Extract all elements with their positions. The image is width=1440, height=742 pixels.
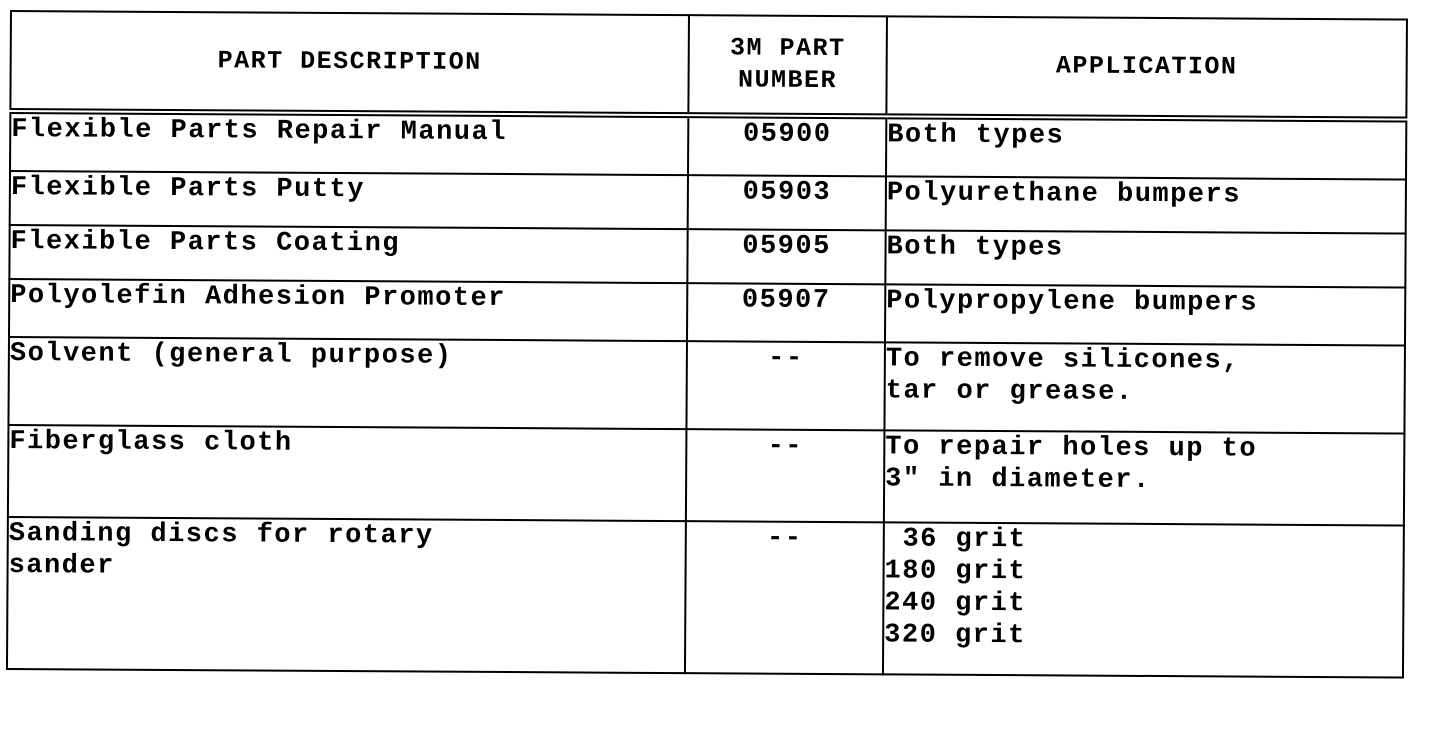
description-text: Solvent (general purpose) [9,339,453,372]
table-header-row [10,11,1407,120]
header-application [886,16,1407,119]
header-application-label: APPLICATION [1055,51,1238,82]
application-text-line2: tar or grease. [885,376,1134,408]
description-text: Flexible Parts Repair Manual [11,115,508,149]
application-text-line3: 240 grit [884,588,1027,620]
part-number-text: -- [766,523,803,554]
description-text-line2: sander [8,551,115,582]
header-part-description [10,11,689,115]
application-cell [884,342,1405,433]
part-number-cell [686,341,885,430]
application-text-line2: 3" in diameter. [885,464,1151,496]
description-cell [8,337,687,429]
header-part-number [688,15,887,116]
application-cell [886,116,1406,179]
application-text-line1: To repair holes up to [885,432,1258,465]
description-cell [8,425,687,521]
application-text-line2: 180 grit [884,556,1027,588]
description-text-line1: Sanding discs for rotary [8,519,434,552]
description-text: Polyolefin Adhesion Promoter [10,281,507,315]
description-cell [10,111,688,175]
part-number-text: 05900 [742,119,832,151]
description-text: Flexible Parts Coating [10,227,401,260]
description-cell [9,225,687,283]
part-number-text: 05907 [741,285,831,317]
parts-table [6,10,1408,679]
description-cell [10,171,688,229]
application-text: Polypropylene bumpers [886,286,1259,319]
table-row [8,337,1405,434]
application-text: Both types [887,120,1065,152]
part-number-cell [688,175,886,230]
part-number-cell [686,429,885,522]
application-text: Both types [886,232,1064,264]
application-text: Polyurethane bumpers [886,178,1242,211]
application-cell [886,176,1406,233]
application-cell [883,522,1404,677]
application-text-line4: 320 grit [884,620,1026,652]
table-row [9,225,1405,288]
header-part-number-line1: 3M PART [729,33,846,64]
table-row [10,111,1406,180]
header-part-description-label: PART DESCRIPTION [217,46,482,77]
part-number-text: -- [767,431,804,462]
part-number-cell [687,283,885,342]
application-text-line1: To remove silicones, [885,344,1241,377]
part-number-cell [688,115,886,176]
description-text: Flexible Parts Putty [10,173,366,206]
table-row [7,517,1404,678]
description-text: Fiberglass cloth [9,427,293,459]
table-row [10,171,1406,234]
header-part-number-line2: NUMBER [737,65,838,96]
table-row [9,279,1405,346]
table-row [8,425,1405,526]
part-number-text: -- [768,343,804,374]
part-number-cell [685,521,884,674]
application-cell [885,230,1405,287]
part-number-text: 05905 [742,231,831,263]
application-text-line1: 36 grit [884,524,1027,556]
description-cell [9,279,687,341]
application-cell [885,284,1405,345]
description-cell [7,517,686,673]
part-number-cell [687,229,885,284]
application-cell [884,430,1405,525]
part-number-text: 05903 [742,177,832,209]
